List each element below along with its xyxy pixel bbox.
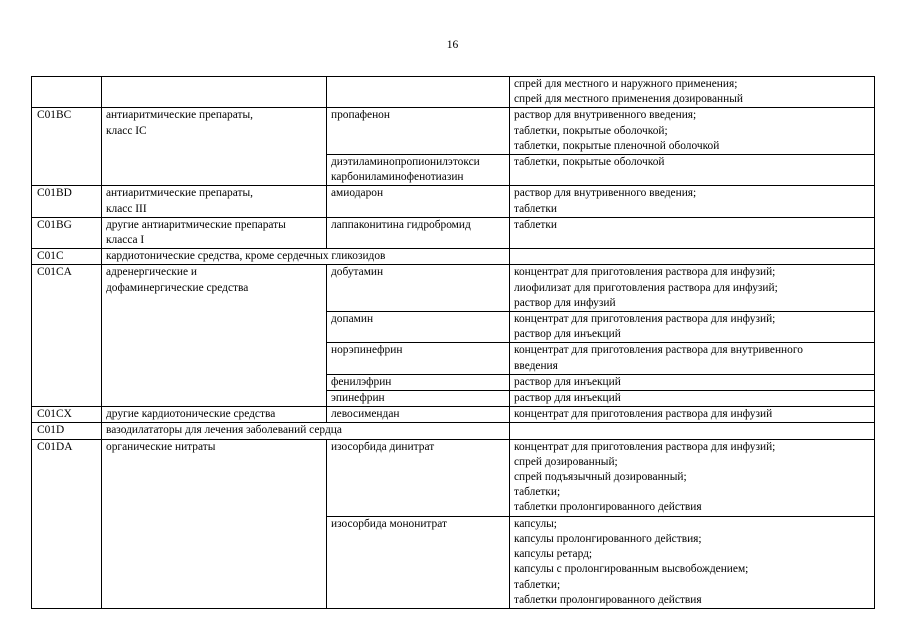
atc-code: C01BD bbox=[32, 186, 102, 217]
empty-cell bbox=[510, 423, 875, 439]
drug-name-line: норэпинефрин bbox=[331, 344, 403, 357]
drug-name-line: амиодарон bbox=[331, 187, 384, 200]
drug-name-line: изосорбида динитрат bbox=[331, 440, 435, 453]
drug-name bbox=[327, 217, 510, 248]
dosage-form-line: раствор для внутривенного введения; bbox=[514, 187, 697, 200]
drug-name-line: пропафенон bbox=[331, 109, 390, 122]
dosage-forms bbox=[510, 391, 875, 407]
atc-code: C01CA bbox=[32, 265, 102, 407]
drug-name-line: карбониламинофенотиазин bbox=[331, 171, 464, 184]
group-name bbox=[102, 77, 327, 108]
atc-code: C01BC bbox=[32, 108, 102, 186]
dosage-form-line: капсулы с пролонгированным высвобождением; bbox=[514, 563, 749, 576]
dosage-form-line: таблетки, покрытые оболочкой; bbox=[514, 124, 668, 137]
dosage-form-line: таблетки, покрытые пленочной оболочкой bbox=[514, 139, 720, 152]
dosage-forms bbox=[510, 217, 875, 248]
group-name-line: дофаминергические средства bbox=[106, 281, 249, 294]
drug-name bbox=[327, 155, 510, 186]
drug-name bbox=[327, 374, 510, 390]
dosage-form-line: капсулы; bbox=[514, 517, 557, 530]
table-row bbox=[32, 423, 875, 439]
drug-name-line: диэтиламинопропионилэтокси bbox=[331, 156, 480, 169]
drug-name-line: эпинефрин bbox=[331, 392, 385, 405]
group-name-line: органические нитраты bbox=[106, 440, 216, 453]
drug-name-line: фенилэфрин bbox=[331, 375, 392, 388]
drug-name bbox=[327, 108, 510, 155]
dosage-forms bbox=[510, 77, 875, 108]
drug-name-line: левосимендан bbox=[331, 408, 400, 421]
dosage-form-line: концентрат для приготовления раствора для инфузий; bbox=[514, 266, 776, 279]
group-name bbox=[102, 407, 327, 423]
group-name bbox=[102, 186, 327, 217]
table-row bbox=[32, 217, 875, 248]
empty-cell bbox=[510, 249, 875, 265]
atc-code: C01DA bbox=[32, 439, 102, 608]
drug-name bbox=[327, 265, 510, 312]
group-name bbox=[102, 217, 327, 248]
drug-name bbox=[327, 312, 510, 343]
drug-name-line: лаппаконитина гидробромид bbox=[331, 218, 471, 231]
dosage-form-line: концентрат для приготовления раствора для инфузий; bbox=[514, 313, 776, 326]
group-name-line: класс III bbox=[106, 202, 147, 215]
dosage-form-line: раствор для инъекций bbox=[514, 328, 621, 341]
dosage-form-line: спрей подъязычный дозированный; bbox=[514, 471, 687, 484]
dosage-forms bbox=[510, 265, 875, 312]
dosage-form-line: спрей для местного и наружного применения; bbox=[514, 78, 738, 90]
dosage-form-line: таблетки bbox=[514, 218, 558, 231]
dosage-form-line: таблетки пролонгированного действия bbox=[514, 593, 702, 606]
page-number: 16 bbox=[446, 39, 459, 51]
dosage-form-line: таблетки, покрытые оболочкой bbox=[514, 156, 665, 169]
dosage-form-line: концентрат для приготовления раствора для инфузий; bbox=[514, 440, 776, 453]
dosage-forms bbox=[510, 108, 875, 155]
drug-name bbox=[327, 77, 510, 108]
atc-code: C01C bbox=[32, 249, 102, 265]
dosage-forms bbox=[510, 312, 875, 343]
dosage-form-line: спрей дозированный; bbox=[514, 455, 618, 468]
atc-code bbox=[32, 77, 102, 108]
drug-name-line: допамин bbox=[331, 313, 374, 326]
group-header: кардиотонические средства, кроме сердечных гликозидов bbox=[102, 249, 510, 265]
dosage-form-line: лиофилизат для приготовления раствора для инфузий; bbox=[514, 281, 778, 294]
table-row bbox=[32, 439, 875, 516]
dosage-form-line: капсулы ретард; bbox=[514, 548, 593, 561]
group-name-line: антиаритмические препараты, bbox=[106, 109, 253, 122]
group-name-line: другие антиаритмические препараты bbox=[106, 218, 286, 231]
group-name-line: адренергические и bbox=[106, 266, 197, 279]
dosage-form-line: раствор для инъекций bbox=[514, 392, 621, 405]
group-name-line: класса I bbox=[106, 234, 145, 247]
table-row bbox=[32, 249, 875, 265]
drug-name-line: изосорбида мононитрат bbox=[331, 517, 447, 530]
group-name bbox=[102, 265, 327, 407]
dosage-form-line: таблетки; bbox=[514, 486, 561, 499]
dosage-forms bbox=[510, 439, 875, 516]
drug-name bbox=[327, 516, 510, 608]
atc-code: C01CX bbox=[32, 407, 102, 423]
dosage-forms bbox=[510, 186, 875, 217]
drug-name bbox=[327, 186, 510, 217]
table-row bbox=[32, 77, 875, 108]
dosage-form-line: раствор для инъекций bbox=[514, 375, 621, 388]
dosage-form-line: раствор для инфузий bbox=[514, 296, 616, 309]
group-name-line: другие кардиотонические средства bbox=[106, 408, 276, 421]
dosage-forms bbox=[510, 374, 875, 390]
table-row bbox=[32, 407, 875, 423]
drug-name bbox=[327, 343, 510, 374]
dosage-forms bbox=[510, 155, 875, 186]
group-header: вазодилататоры для лечения заболеваний сердца bbox=[102, 423, 510, 439]
drug-name bbox=[327, 391, 510, 407]
dosage-form-line: капсулы пролонгированного действия; bbox=[514, 532, 702, 545]
table-row bbox=[32, 186, 875, 217]
dosage-form-line: спрей для местного применения дозированный bbox=[514, 93, 743, 106]
dosage-form-line: таблетки пролонгированного действия bbox=[514, 501, 702, 514]
dosage-forms bbox=[510, 343, 875, 374]
dosage-form-line: таблетки bbox=[514, 202, 558, 215]
table-row bbox=[32, 265, 875, 312]
atc-code: C01D bbox=[32, 423, 102, 439]
dosage-form-line: введения bbox=[514, 359, 558, 372]
drug-name-line: добутамин bbox=[331, 266, 384, 279]
group-name-line: класс IC bbox=[106, 124, 147, 137]
drug-table bbox=[31, 76, 875, 609]
dosage-forms bbox=[510, 516, 875, 608]
dosage-form-line: концентрат для приготовления раствора для инфузий bbox=[514, 408, 773, 421]
dosage-form-line: раствор для внутривенного введения; bbox=[514, 109, 697, 122]
dosage-form-line: концентрат для приготовления раствора для внутривенного bbox=[514, 344, 803, 357]
drug-name bbox=[327, 439, 510, 516]
group-name bbox=[102, 108, 327, 186]
atc-code: C01BG bbox=[32, 217, 102, 248]
table-row bbox=[32, 108, 875, 155]
dosage-forms bbox=[510, 407, 875, 423]
group-name bbox=[102, 439, 327, 608]
group-name-line: антиаритмические препараты, bbox=[106, 187, 253, 200]
dosage-form-line: таблетки; bbox=[514, 578, 561, 591]
drug-name bbox=[327, 407, 510, 423]
